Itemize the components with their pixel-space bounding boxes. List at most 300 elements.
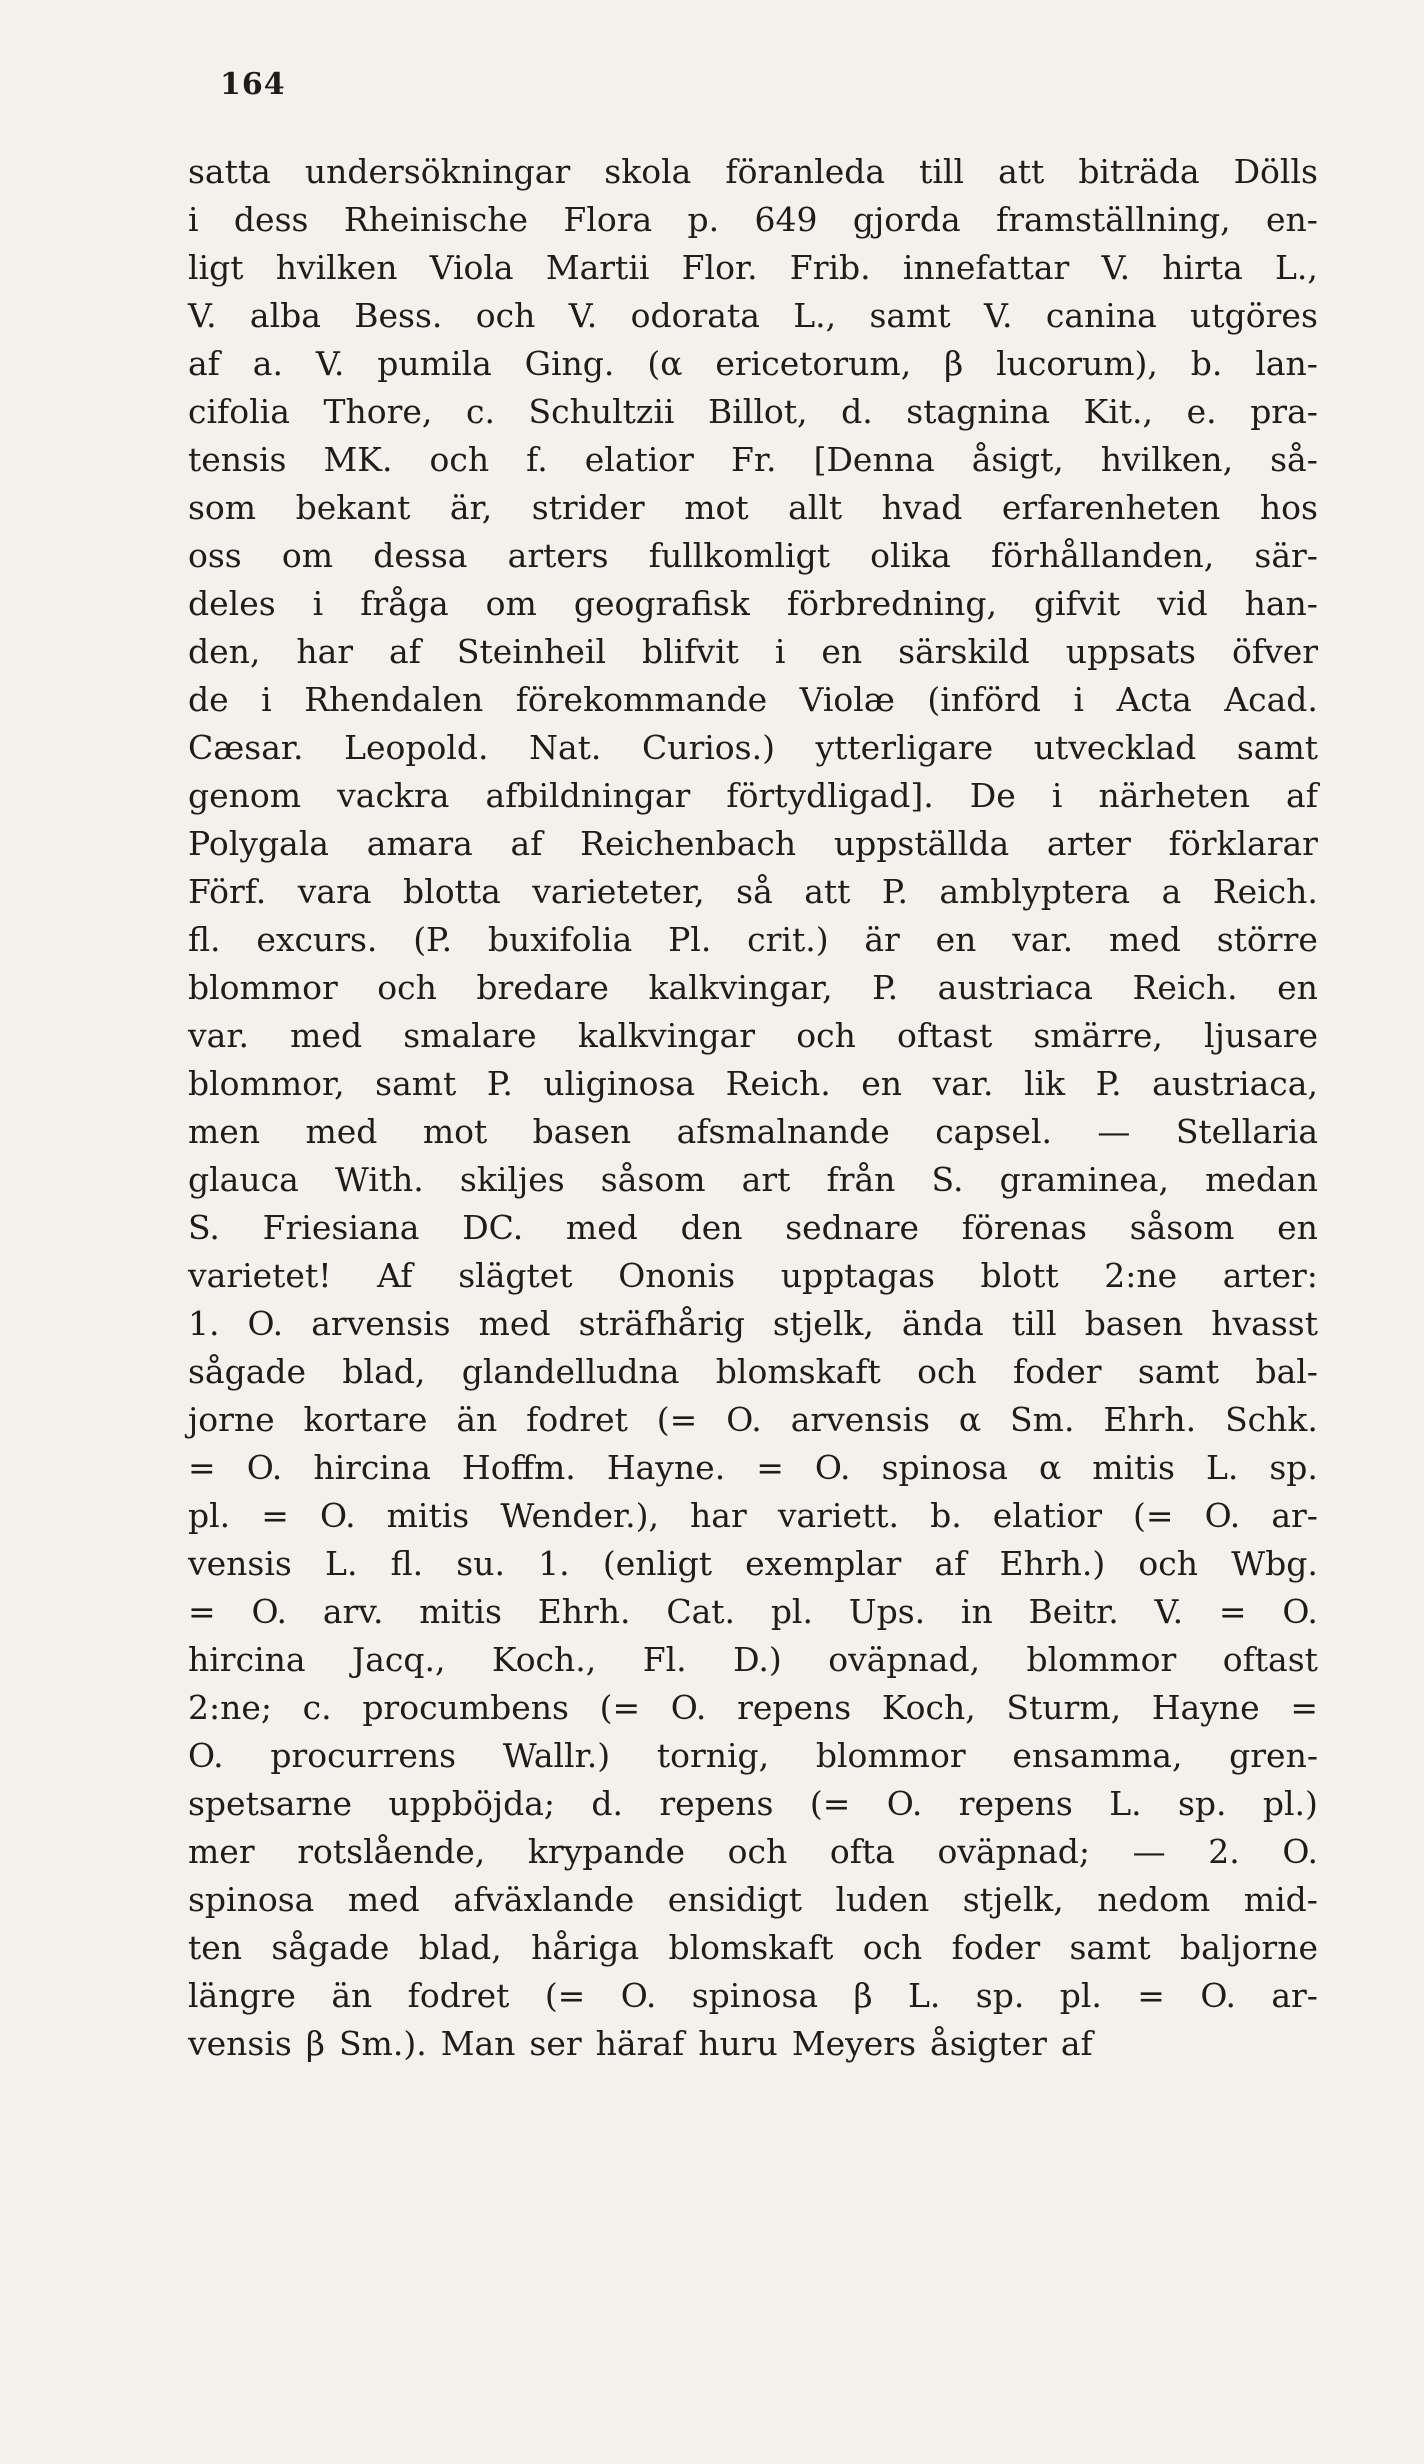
word: arvensis — [311, 1304, 451, 1343]
word: O. — [814, 1448, 851, 1487]
word: mot — [422, 1112, 488, 1151]
text-line — [188, 1636, 1318, 1684]
word: (= — [656, 1400, 698, 1439]
text-line — [188, 1252, 1318, 1300]
word: a — [1161, 872, 1182, 911]
word: Ononis — [618, 1256, 736, 1295]
word: canina — [1045, 296, 1157, 335]
word: fl. — [188, 920, 221, 959]
word: i — [188, 200, 199, 239]
word: som — [188, 488, 257, 527]
text-line — [188, 148, 1318, 196]
word: Leopold. — [344, 728, 489, 767]
word: i — [1051, 776, 1063, 815]
word: större — [1216, 920, 1318, 959]
word: med — [290, 1016, 363, 1055]
word: biträda — [1078, 152, 1200, 191]
word: Sm. — [1010, 1400, 1075, 1439]
word: ericetorum, — [715, 344, 912, 383]
word: L. — [325, 1544, 358, 1583]
word: till — [1011, 1304, 1057, 1343]
word: (införd — [927, 680, 1042, 719]
word: O. — [1204, 1496, 1241, 1535]
word: Violæ — [799, 680, 895, 719]
word: luden — [835, 1880, 930, 1919]
word: ända — [901, 1304, 984, 1343]
word: Rheinische — [343, 200, 529, 239]
word: basen — [532, 1112, 632, 1151]
word: e. — [1186, 392, 1217, 431]
word: gifvit — [1033, 584, 1121, 623]
word: förenas — [961, 1208, 1087, 1247]
word: sp. — [975, 1976, 1025, 2015]
word: V. — [1101, 248, 1131, 287]
word: = — [1137, 1976, 1165, 2015]
word: skola — [604, 152, 692, 191]
word: repens — [659, 1784, 774, 1823]
word: med — [565, 1208, 638, 1247]
word: lucorum), — [996, 344, 1158, 383]
word: tornig, — [656, 1736, 770, 1775]
word: i — [1073, 680, 1085, 719]
word: den — [680, 1208, 743, 1247]
word: V. — [983, 296, 1013, 335]
word: d. — [841, 392, 873, 431]
word: och — [727, 1832, 788, 1871]
word: arv. — [322, 1592, 384, 1631]
word: upptagas — [780, 1256, 935, 1295]
word: och — [796, 1016, 856, 1055]
word: O. — [1200, 1976, 1236, 2015]
word: men — [188, 1112, 261, 1151]
word: förhållanden, — [991, 536, 1215, 575]
word: Wbg. — [1231, 1544, 1318, 1583]
word: alba — [249, 296, 321, 335]
word: uppsats — [1065, 632, 1196, 671]
word: var. — [188, 1016, 249, 1055]
word: austriaca, — [1152, 1064, 1318, 1103]
word: erfarenheten — [1001, 488, 1221, 527]
word: c. — [302, 1688, 332, 1727]
word: baljorne — [1179, 1928, 1318, 1967]
word: med — [1108, 920, 1181, 959]
text-line — [188, 1972, 1318, 2020]
word: Reichenbach — [580, 824, 797, 863]
word: nedom — [1097, 1880, 1211, 1919]
word: excurs. — [256, 920, 378, 959]
word: oväpnad; — [937, 1832, 1090, 1871]
word: af — [389, 632, 421, 671]
word: af — [188, 344, 220, 383]
word: 649 — [754, 200, 818, 239]
word: α — [958, 1400, 982, 1439]
text-line — [188, 1012, 1318, 1060]
word: f. — [526, 440, 548, 479]
word: allt — [788, 488, 843, 527]
text-line — [188, 676, 1318, 724]
word: repens — [958, 1784, 1073, 1823]
page-number: 164 — [220, 67, 286, 102]
word: hircina — [188, 1640, 306, 1679]
word: arvensis — [790, 1400, 930, 1439]
word: exemplar — [745, 1544, 902, 1583]
word: d. — [591, 1784, 623, 1823]
word: skiljes — [459, 1160, 565, 1199]
word: Reich. — [725, 1064, 831, 1103]
word: såsom — [600, 1160, 706, 1199]
word: blifvit — [641, 632, 739, 671]
text-line — [188, 1300, 1318, 1348]
word: Jacq., — [351, 1640, 446, 1679]
word: pl. — [188, 1496, 231, 1535]
word: spinosa — [691, 1976, 819, 2015]
word: ar- — [1271, 1976, 1318, 2015]
word: jorne — [188, 1400, 275, 1439]
word: gren- — [1229, 1736, 1318, 1775]
word: (= — [1133, 1496, 1174, 1535]
text-line — [188, 820, 1318, 868]
word: L. — [907, 1976, 941, 2015]
word: Dölls — [1233, 152, 1318, 191]
word: en — [935, 920, 977, 959]
word: Cæsar. — [188, 728, 304, 767]
word: Hayne — [1151, 1688, 1260, 1727]
word: (enligt — [602, 1544, 712, 1583]
word: fl. — [390, 1544, 424, 1583]
word: blommor — [815, 1736, 966, 1775]
word: bekant — [295, 488, 411, 527]
word: O. — [1282, 1832, 1318, 1871]
word: sträfhårig — [578, 1304, 745, 1343]
word: de — [188, 680, 229, 719]
word: V. — [1154, 1592, 1184, 1631]
word: P. — [881, 872, 908, 911]
word: Fl. — [642, 1640, 687, 1679]
text-line — [188, 772, 1318, 820]
text-line — [188, 1732, 1318, 1780]
word: odorata — [630, 296, 760, 335]
word: c. — [465, 392, 495, 431]
word: och — [377, 968, 437, 1007]
word: Sm.). — [338, 2024, 427, 2063]
word: DC. — [462, 1208, 524, 1247]
word: till — [919, 152, 965, 191]
word: samt — [869, 296, 951, 335]
word: sednare — [785, 1208, 920, 1247]
word: af — [510, 824, 543, 863]
word: spinosa — [881, 1448, 1008, 1487]
word: O. — [886, 1784, 923, 1823]
word: L., — [1275, 248, 1318, 287]
word: D.) — [733, 1640, 782, 1679]
word: L., — [793, 296, 837, 335]
word: genom — [188, 776, 302, 815]
word: P. — [486, 1064, 513, 1103]
word: Hayne. — [606, 1448, 726, 1487]
word: arters — [507, 536, 609, 575]
word: = — [756, 1448, 784, 1487]
word: Reich. — [1212, 872, 1318, 911]
word: en — [1277, 1208, 1318, 1247]
word: b. — [930, 1496, 962, 1535]
word: Rhendalen — [304, 680, 484, 719]
word: den, — [188, 632, 261, 671]
text-line — [188, 244, 1318, 292]
word: särskild — [898, 632, 1030, 671]
word: Acad. — [1224, 680, 1318, 719]
word: närheten — [1098, 776, 1250, 815]
word: sågade — [188, 1352, 307, 1391]
word: stagnina — [906, 392, 1051, 431]
word: = — [188, 1448, 216, 1487]
word: Beitr. — [1028, 1592, 1119, 1631]
text-line — [188, 1348, 1318, 1396]
word: afväxlande — [453, 1880, 635, 1919]
word: Schk. — [1225, 1400, 1318, 1439]
word: oftast — [1222, 1640, 1318, 1679]
word: Wender.), — [500, 1496, 659, 1535]
word: With. — [334, 1160, 424, 1199]
word: Billot, — [707, 392, 808, 431]
word: om — [485, 584, 537, 623]
word: rotslående, — [297, 1832, 486, 1871]
word: blommor — [188, 968, 338, 1007]
text-line — [188, 1204, 1318, 1252]
word: Cat. — [666, 1592, 736, 1631]
word: han- — [1244, 584, 1318, 623]
word: Polygala — [188, 824, 329, 863]
word: capsel. — [935, 1112, 1052, 1151]
word: in — [960, 1592, 993, 1631]
word: blad, — [342, 1352, 426, 1391]
word: och — [475, 296, 536, 335]
word: Koch., — [491, 1640, 597, 1679]
word: elatior — [992, 1496, 1102, 1535]
word: De — [969, 776, 1016, 815]
text-line — [188, 1684, 1318, 1732]
word: basen — [1084, 1304, 1184, 1343]
word: uliginosa — [543, 1064, 696, 1103]
text-line — [188, 340, 1318, 388]
word: förtydligad]. — [726, 776, 934, 815]
word: Meyers — [791, 2024, 917, 2063]
word: hvilken, — [1100, 440, 1234, 479]
word: fodret — [407, 1976, 510, 2015]
text-line — [188, 1108, 1318, 1156]
text-line — [188, 1444, 1318, 1492]
word: Ups. — [848, 1592, 926, 1631]
body-text — [188, 148, 1318, 2068]
word: O. — [670, 1688, 707, 1727]
word: a. — [252, 344, 283, 383]
word: förbredning, — [786, 584, 997, 623]
word: (P. — [413, 920, 453, 959]
word: medan — [1205, 1160, 1318, 1199]
word: crit.) — [747, 920, 829, 959]
word: procurrens — [270, 1736, 457, 1775]
word: — — [1132, 1832, 1166, 1871]
word: buxifolia — [487, 920, 633, 959]
word: foder — [1013, 1352, 1102, 1391]
word: ensamma, — [1012, 1736, 1183, 1775]
word: fodret — [526, 1400, 628, 1439]
text-line — [188, 1492, 1318, 1540]
word: procumbens — [362, 1688, 569, 1727]
word: vara — [297, 872, 372, 911]
word: med — [305, 1112, 378, 1151]
word: sp. — [1269, 1448, 1318, 1487]
word: med — [347, 1880, 420, 1919]
word: förklarar — [1168, 824, 1318, 863]
word: (= — [809, 1784, 851, 1823]
word: framställning, — [996, 200, 1231, 239]
word: bredare — [476, 968, 609, 1007]
word: glauca — [188, 1160, 299, 1199]
word: su. — [456, 1544, 505, 1583]
word: och — [1138, 1544, 1199, 1583]
word: stjelk, — [772, 1304, 874, 1343]
word: ser — [529, 2024, 582, 2063]
text-line — [188, 532, 1318, 580]
word: O. — [319, 1496, 356, 1535]
text-line — [188, 1540, 1318, 1588]
text-line — [188, 1876, 1318, 1924]
word: Man — [440, 2024, 516, 2063]
word: hircina — [313, 1448, 431, 1487]
word: p. — [687, 200, 720, 239]
word: Curios.) — [641, 728, 775, 767]
word: elatior — [584, 440, 694, 479]
word: mid- — [1243, 1880, 1318, 1919]
word: Steinheil — [456, 632, 607, 671]
word: amblyptera — [939, 872, 1131, 911]
word: samt — [1236, 728, 1318, 767]
word: Flora — [563, 200, 653, 239]
word: O. — [620, 1976, 657, 2015]
word: Fr. — [731, 440, 777, 479]
word: så — [736, 872, 773, 911]
word: pl. — [770, 1592, 813, 1631]
word: sågade — [271, 1928, 390, 1967]
word: lik — [1024, 1064, 1066, 1103]
word: P. — [1095, 1064, 1122, 1103]
word: åsigt, — [971, 440, 1064, 479]
word: och — [862, 1928, 923, 1967]
word: α — [1038, 1448, 1062, 1487]
word: har — [296, 632, 354, 671]
text-line — [188, 1924, 1318, 1972]
word: 1. — [188, 1304, 220, 1343]
word: Thore, — [323, 392, 433, 431]
word: kalkvingar — [577, 1016, 756, 1055]
word: vid — [1157, 584, 1208, 623]
word: oväpnad, — [828, 1640, 981, 1679]
word: blommor, — [188, 1064, 345, 1103]
word: Ehrh. — [537, 1592, 631, 1631]
word: en — [861, 1064, 903, 1103]
word: Bess. — [354, 296, 443, 335]
word: Ehrh. — [1103, 1400, 1197, 1439]
word: Förf. — [188, 872, 267, 911]
word: ljusare — [1204, 1016, 1318, 1055]
word: afbildningar — [485, 776, 691, 815]
text-line — [188, 388, 1318, 436]
word: förekommande — [515, 680, 768, 719]
word: stjelk, — [962, 1880, 1064, 1919]
word: i — [261, 680, 272, 719]
word: samt — [1069, 1928, 1151, 1967]
word: β — [853, 1976, 873, 2015]
word: häraf — [595, 2024, 685, 2063]
text-line — [188, 436, 1318, 484]
word: vensis — [188, 2024, 292, 2063]
word: blotta — [403, 872, 501, 911]
word: Koch, — [881, 1688, 976, 1727]
word: kortare — [303, 1400, 428, 1439]
word: innefattar — [902, 248, 1070, 287]
word: i — [774, 632, 786, 671]
word: varietet! — [188, 1256, 332, 1295]
word: än — [331, 1976, 373, 2015]
word: vensis — [188, 1544, 292, 1583]
word: β — [305, 2024, 325, 2063]
word: austriaca — [937, 968, 1093, 1007]
word: arter — [1046, 824, 1131, 863]
word: af — [1286, 776, 1318, 815]
word: en — [1277, 968, 1318, 1007]
word: utvecklad — [1033, 728, 1197, 767]
word: satta — [188, 152, 271, 191]
word: O. — [246, 1448, 283, 1487]
word: deles — [188, 584, 276, 623]
word: Kit., — [1083, 392, 1154, 431]
text-line — [188, 868, 1318, 916]
word: O. — [188, 1736, 224, 1775]
word: kalkvingar, — [648, 968, 833, 1007]
word: från — [826, 1160, 896, 1199]
word: sär- — [1254, 536, 1318, 575]
word: är, — [449, 488, 493, 527]
word: mitis — [1092, 1448, 1175, 1487]
word: huru — [698, 2024, 778, 2063]
word: = — [261, 1496, 289, 1535]
word: slägtet — [458, 1256, 573, 1295]
word: mer — [188, 1832, 255, 1871]
word: dessa — [373, 536, 468, 575]
word: Flor. — [681, 248, 758, 287]
text-line — [188, 1828, 1318, 1876]
word: 2:ne — [1104, 1256, 1178, 1295]
word: Pl. — [668, 920, 712, 959]
word: är — [864, 920, 900, 959]
word: af — [934, 1544, 967, 1583]
word: uppböjda; — [388, 1784, 556, 1823]
word: dess — [233, 200, 309, 239]
word: foder — [951, 1928, 1041, 1967]
word: så- — [1270, 440, 1318, 479]
word: Nat. — [529, 728, 602, 767]
word: 1. — [538, 1544, 570, 1583]
word: = — [1218, 1592, 1247, 1631]
word: utgöres — [1190, 296, 1318, 335]
word: O. — [247, 1304, 284, 1343]
word: ten — [188, 1928, 243, 1967]
word: cifolia — [188, 392, 290, 431]
text-line — [188, 2020, 1318, 2068]
text-line — [188, 484, 1318, 532]
word: Hoffm. — [461, 1448, 576, 1487]
word: Friesiana — [262, 1208, 420, 1247]
